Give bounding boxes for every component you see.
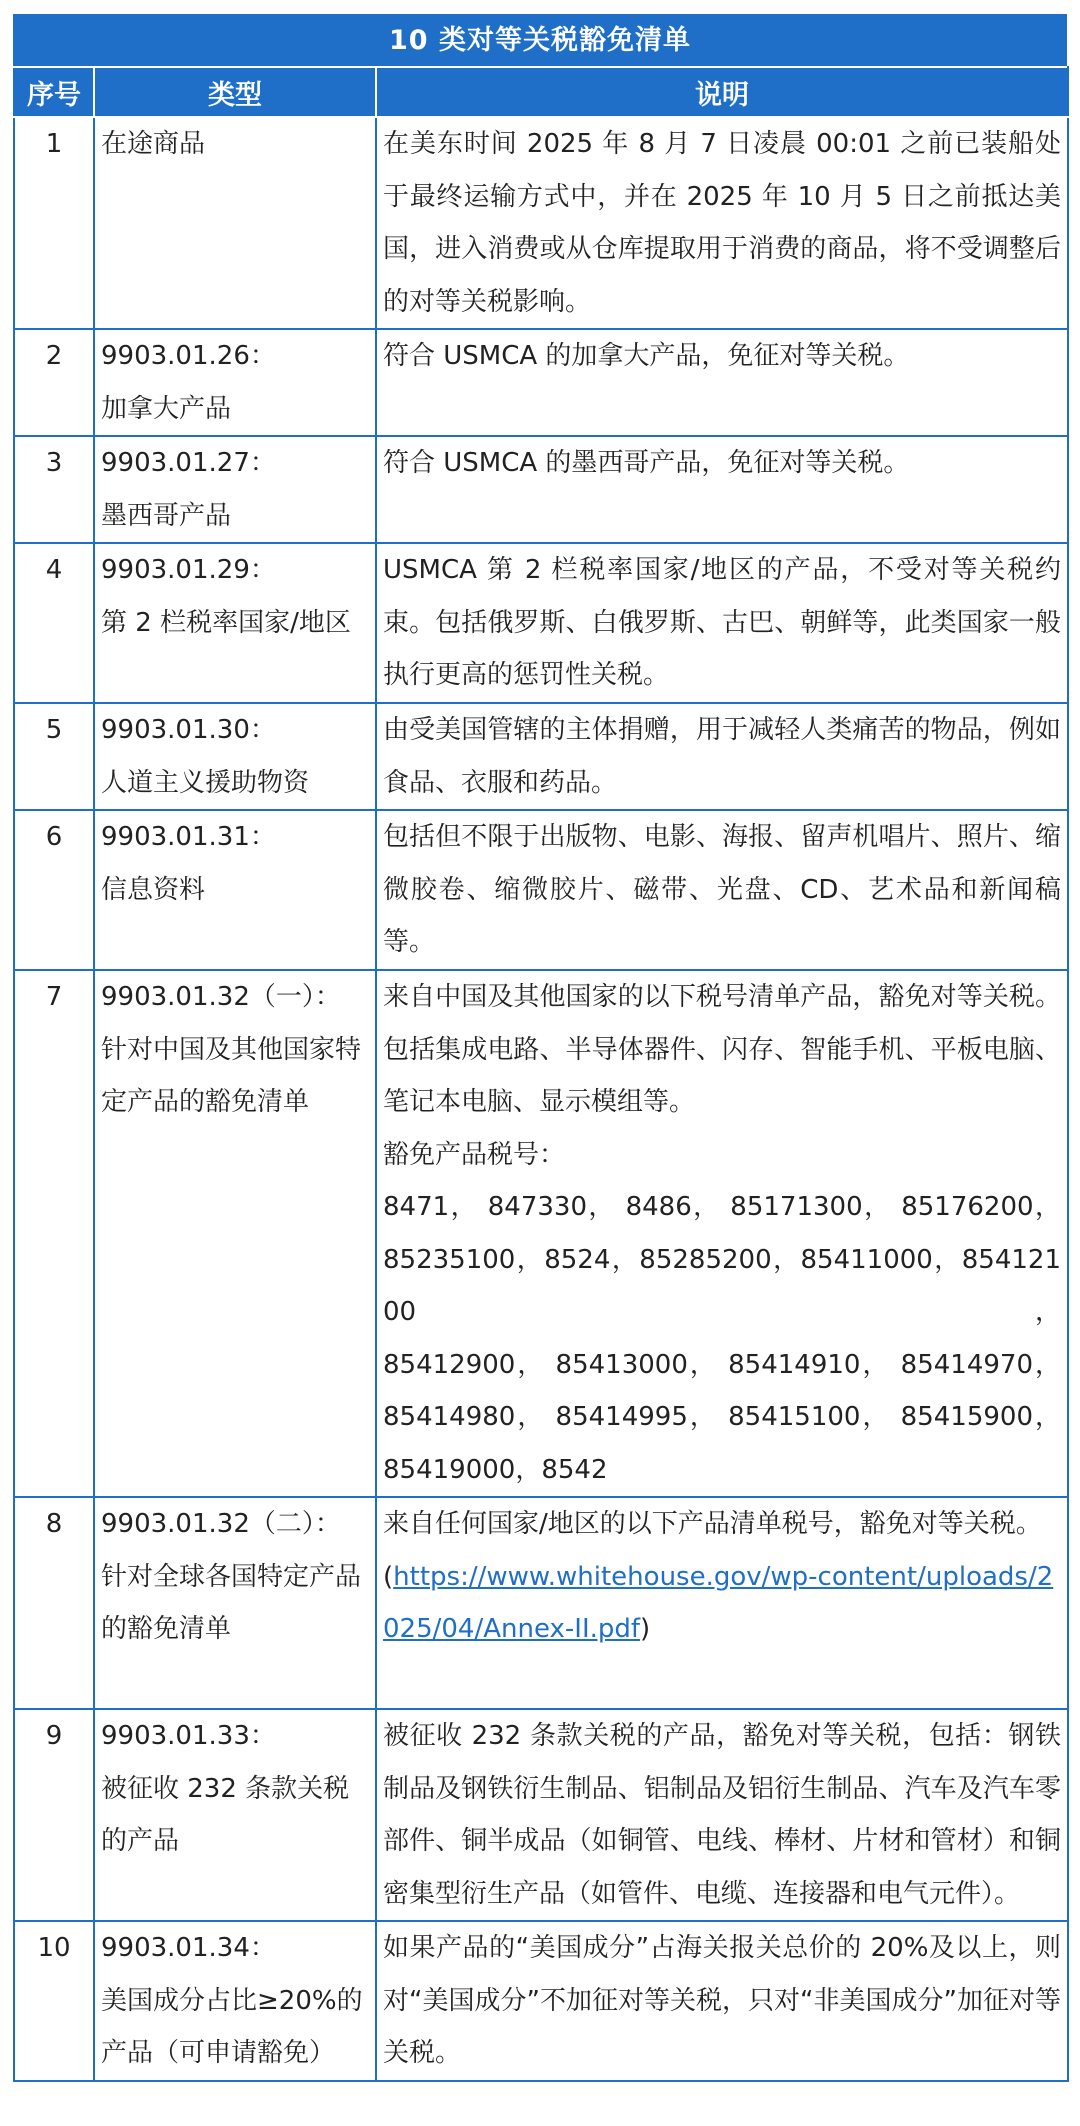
table-row [14,436,1068,543]
row-type [94,703,376,810]
table-row [14,1921,1068,2081]
link-open-paren: ( [383,1561,394,1592]
table-row [14,810,1068,970]
row-type-code: 9903.01.32（二）： [101,1509,341,1539]
header-desc: 说明 [376,67,1068,117]
link-close-paren: ) [640,1614,651,1644]
hs-code-line: 85235100，8524，85285200，85411000，85412100， [383,1244,1061,1327]
row-type-name: 第 2 栏税率国家/地区 [101,607,351,638]
row-description [376,1497,1068,1709]
hs-code-line: 85412900， 85413000， 85414910， 85414970， [383,1349,1061,1380]
row-type-code: 9903.01.26： [101,341,276,371]
row-type-code: 9903.01.31： [101,822,276,852]
row-type-name: 在途商品 [101,129,206,159]
row-number: 2 [14,329,94,436]
row-description: 由受美国管辖的主体捐赠，用于减轻人类痛苦的物品，例如食品、衣服和药品。 [376,703,1068,810]
row-type-code: 9903.01.32（一）： [101,982,341,1012]
row-type-code: 9903.01.29： [101,555,276,585]
row-description: 符合 USMCA 的墨西哥产品，免征对等关税。 [376,436,1068,543]
row-number: 3 [14,436,94,543]
row-type [94,543,376,703]
annex-link-line [383,1551,1061,1656]
row-number: 7 [14,970,94,1497]
row-description: 在美东时间 2025 年 8 月 7 日凌晨 00:01 之前已装船处于最终运输方式中，并在 2025 年 10 月 5 日之前抵达美国，进入消费或从仓库提取用于消费的商品，将不受调整后的对等关税影响。 [376,117,1068,329]
row-type-code: 9903.01.34： [101,1933,276,1963]
table-row [14,329,1068,436]
row-type-name: 人道主义援助物资 [101,767,310,798]
row-type [94,329,376,436]
row-type-name: 加拿大产品 [101,393,232,424]
row-type-code: 9903.01.33： [101,1721,276,1751]
row-type [94,810,376,970]
header-no: 序号 [14,67,94,117]
row-type-name: 墨西哥产品 [101,500,232,531]
row-number: 5 [14,703,94,810]
row-type-name: 信息资料 [101,874,206,905]
row-type [94,970,376,1497]
table-row [14,117,1068,329]
table-title: 10 类对等关税豁免清单 [13,14,1067,66]
row-type-name: 美国成分占比≥20%的产品（可申请豁免） [101,1985,363,2068]
row-description: 如果产品的“美国成分”占海关报关总价的 20%及以上，则对“美国成分”不加征对等关税，只对“非美国成分”加征对等关税。 [376,1921,1068,2081]
annex-ii-link[interactable]: https://www.whitehouse.gov/wp-content/uploads/2025/04/Annex-II.pdf [383,1561,1054,1644]
row-description: USMCA 第 2 栏税率国家/地区的产品，不受对等关税约束。包括俄罗斯、白俄罗斯、古巴、朝鲜等，此类国家一般执行更高的惩罚性关税。 [376,543,1068,703]
exemption-table-container [13,14,1067,2082]
table-row [14,1709,1068,1921]
exemption-table [13,66,1069,2082]
row-description-text: 来自任何国家/地区的以下产品清单税号，豁免对等关税。 [383,1509,1042,1539]
row-number: 10 [14,1921,94,2081]
hs-code-line: 85414980， 85414995， 85415100， 85415900， [383,1402,1061,1432]
table-row [14,970,1068,1497]
row-description: 符合 USMCA 的加拿大产品，免征对等关税。 [376,329,1068,436]
row-number: 6 [14,810,94,970]
table-row [14,543,1068,703]
row-type [94,117,376,329]
codes-label: 豁免产品税号： [383,1139,566,1170]
row-type [94,436,376,543]
hs-code-line: 85419000，8542 [383,1454,608,1485]
row-type-code: 9903.01.30： [101,715,276,745]
hs-code-line: 8471， 847330， 8486， 85171300， 85176200， [383,1192,1061,1222]
row-type-name: 被征收 232 条款关税的产品 [101,1773,350,1856]
row-type-code: 9903.01.27： [101,448,276,478]
row-number: 1 [14,117,94,329]
row-number: 9 [14,1709,94,1921]
row-type-name: 针对全球各国特定产品的豁免清单 [101,1561,362,1644]
row-description [376,970,1068,1497]
row-type-name: 针对中国及其他国家特定产品的豁免清单 [101,1034,362,1117]
table-row [14,1497,1068,1709]
table-row [14,703,1068,810]
row-number: 4 [14,543,94,703]
header-type: 类型 [94,67,376,117]
row-type [94,1921,376,2081]
row-description-text: 来自中国及其他国家的以下税号清单产品，豁免对等关税。包括集成电路、半导体器件、闪存、智能手机、平板电脑、笔记本电脑、显示模组等。 [383,982,1061,1117]
row-description: 包括但不限于出版物、电影、海报、留声机唱片、照片、缩微胶卷、缩微胶片、磁带、光盘、CD、艺术品和新闻稿等。 [376,810,1068,970]
table-header-row [14,67,1068,117]
row-type [94,1709,376,1921]
row-number: 8 [14,1497,94,1709]
row-type [94,1497,376,1709]
row-description: 被征收 232 条款关税的产品，豁免对等关税，包括：钢铁制品及钢铁衍生制品、铝制品及铝衍生制品、汽车及汽车零部件、铜半成品（如铜管、电线、棒材、片材和管材）和铜密集型衍生产品（如管件、电缆、连接器和电气元件）。 [376,1709,1068,1921]
